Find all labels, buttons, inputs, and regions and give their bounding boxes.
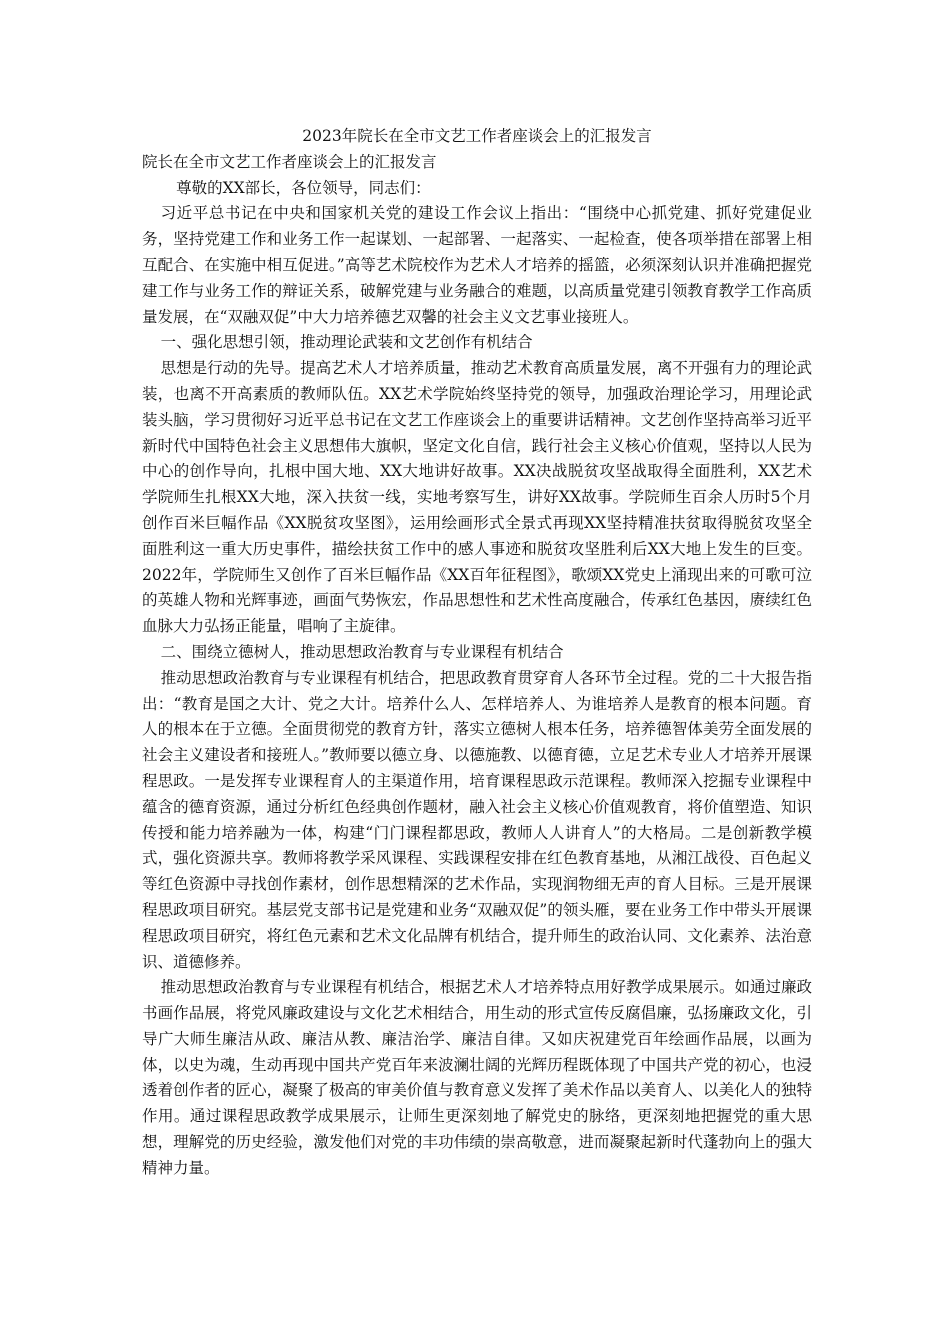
document-subtitle: 院长在全市文艺工作者座谈会上的汇报发言 — [142, 152, 437, 171]
document-title: 2023年院长在全市文艺工作者座谈会上的汇报发言 — [302, 127, 652, 145]
section-heading-2: 二、围绕立德树人，推动思想政治教育与专业课程有机结合 — [160, 642, 564, 661]
salutation: 尊敬的XX部长，各位领导，同志们： — [176, 178, 431, 197]
paragraph-intro: 习近平总书记在中央和国家机关党的建设工作会议上指出：“围绕中心抓党建、抓好党建促业务，坚持党建工作和业务工作一起谋划、一起部署、一起落实、一起检查，使各项举措在部署上相互配合、在实施中相互促进。”高等艺术院校作为艺术人才培养的摇篮，必须深刻认识并准确把握党建工作与业务工作的辩证关系，破解党建与业务融合的难题，以高质量党建引领教育教学工作高质量发展，在“双融双促”中大力培养德艺双馨的社会主义文艺事业接班人。 — [142, 204, 812, 326]
paragraph-section-2a: 推动思想政治教育与专业课程有机结合，把思政教育贯穿育人各环节全过程。党的二十大报告指出：“教育是国之大计、党之大计。培养什么人、怎样培养人、为谁培养人是教育的根本问题。育人的根本在于立德。全面贯彻党的教育方针，落实立德树人根本任务，培养德智体美劳全面发展的社会主义建设者和接班人。”教师要以德立身、以德施教、以德育德，立足艺术专业人才培养开展课程思政。一是发挥专业课程育人的主渠道作用，培育课程思政示范课程。教师深入挖掘专业课程中蕴含的德育资源，通过分析红色经典创作题材，融入社会主义核心价值观教育，将价值塑造、知识传授和能力培养融为一体，构建“门门课程都思政，教师人人讲育人”的大格局。二是创新教学模式，强化资源共享。教师将教学采风课程、实践课程安排在红色教育基地，从湘江战役、百色起义等红色资源中寻找创作素材，创作思想精深的艺术作品，实现润物细无声的育人目标。三是开展课程思政项目研究。基层党支部书记是党建和业务“双融双促”的领头雁，要在业务工作中带头开展课程思政项目研究，将红色元素和艺术文化品牌有机结合，提升师生的政治认同、文化素养、法治意识、道德修养。 — [142, 668, 812, 971]
document-body — [142, 124, 812, 1182]
paragraph-section-2b: 推动思想政治教育与专业课程有机结合，根据艺术人才培养特点用好教学成果展示。如通过廉政书画作品展，将党风廉政建设与文化艺术相结合，用生动的形式宣传反腐倡廉，弘扬廉政文化，引导广大师生廉洁从政、廉洁从教、廉洁治学、廉洁自律。又如庆祝建党百年绘画作品展，以画为体，以史为魂，生动再现中国共产党百年来波澜壮阔的光辉历程既体现了中国共产党的初心，也浸透着创作者的匠心，凝聚了极高的审美价值与教育意义发挥了美术作品以美育人、以美化人的独特作用。通过课程思政教学成果展示，让师生更深刻地了解党史的脉络，更深刻地把握党的重大思想，理解党的历史经验，激发他们对党的丰功伟绩的崇高敬意，进而凝聚起新时代蓬勃向上的强大精神力量。 — [142, 978, 812, 1177]
paragraph-section-1: 思想是行动的先导。提高艺术人才培养质量，推动艺术教育高质量发展，离不开强有力的理论武装，也离不开高素质的教师队伍。XX艺术学院始终坚持党的领导，加强政治理论学习，用理论武装头脑，学习贯彻好习近平总书记在文艺工作座谈会上的重要讲话精神。文艺创作坚持高举习近平新时代中国特色社会主义思想伟大旗帜，坚定文化自信，践行社会主义核心价值观，坚持以人民为中心的创作导向，扎根中国大地、XX大地讲好故事。XX决战脱贫攻坚战取得全面胜利，XX艺术学院师生扎根XX大地，深入扶贫一线，实地考察写生，讲好XX故事。学院师生百余人历时5个月创作百米巨幅作品《XX脱贫攻坚图》，运用绘画形式全景式再现XX坚持精准扶贫取得脱贫攻坚全面胜利这一重大历史事件，描绘扶贫工作中的感人事迹和脱贫攻坚胜利后XX大地上发生的巨变。2022年，学院师生又创作了百米巨幅作品《XX百年征程图》，歌颂XX党史上涌现出来的可歌可泣的英雄人物和光辉事迹，画面气势恢宏，作品思想性和艺术性高度融合，传承红色基因，赓续红色血脉大力弘扬正能量，唱响了主旋律。 — [142, 359, 812, 636]
section-heading-1: 一、强化思想引领，推动理论武装和文艺创作有机结合 — [160, 333, 533, 352]
